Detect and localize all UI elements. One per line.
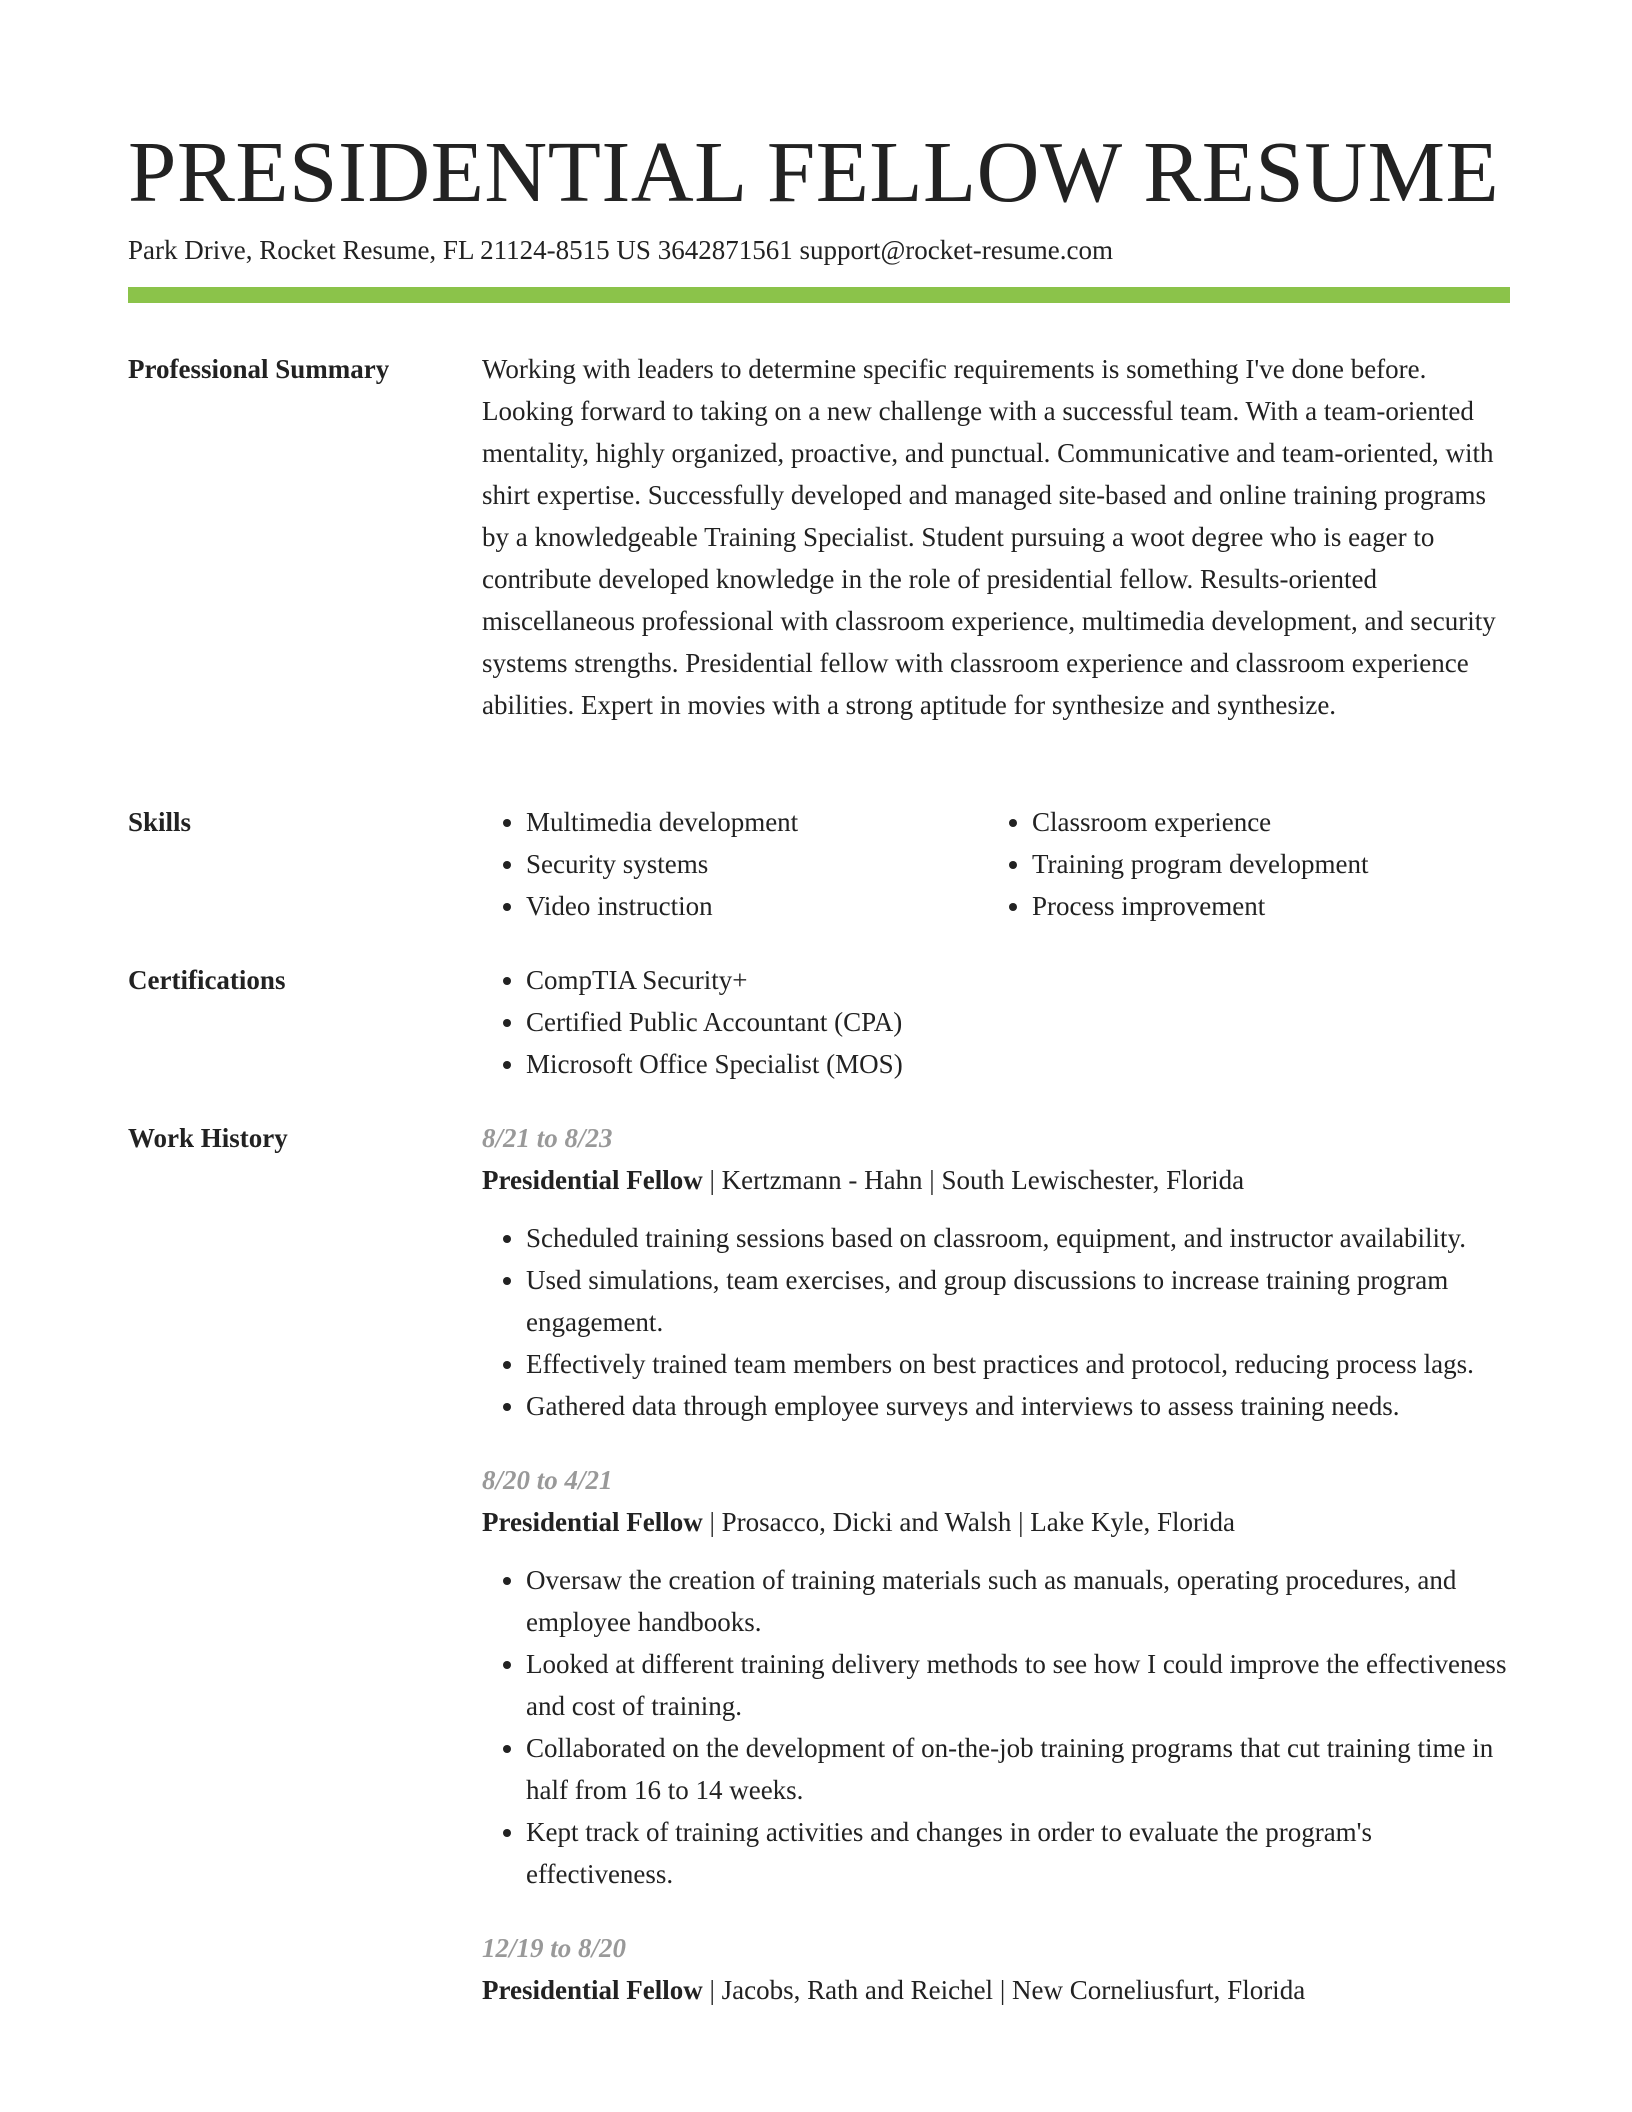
skill-item: • Process improvement — [1032, 885, 1494, 927]
job-heading — [482, 1159, 1510, 1201]
summary-text: Working with leaders to determine specific requirements is something I've done before. Looking forward to taking on a new challenge with a successful team. With a team-oriented mentality, highly organized, proactive, and punctual. Communicative and team-oriented, with shirt expertise. Successfully developed and managed site-based and online training programs by a knowledgeable Training Specialist. Student pursuing a woot degree who is eager to contribute developed knowledge in the role of presidential fellow. Results-oriented miscellaneous professional with classroom experience, multimedia development, and security systems strengths. Presidential fellow with classroom experience and classroom experience abilities. Expert in movies with a strong aptitude for synthesize and synthesize. — [482, 354, 1496, 720]
contact-info: Park Drive, Rocket Resume, FL 21124-8515 US 3642871561 support@rocket-resume.com — [128, 235, 1113, 265]
job-entry — [482, 1117, 1510, 1427]
job-title: Presidential Fellow — [482, 1975, 703, 2005]
skill-item: • Video instruction — [526, 885, 988, 927]
job-bullet: • Effectively trained team members on best practices and protocol, reducing process lags. — [526, 1343, 1510, 1385]
job-details: | Kertzmann - Hahn | South Lewischester, Florida — [702, 1165, 1245, 1195]
skill-item: • Multimedia development — [526, 801, 988, 843]
job-details: | Jacobs, Rath and Reichel | New Corneliusfurt, Florida — [702, 1975, 1306, 2005]
skills-list-left — [482, 801, 988, 927]
certification-item: • Microsoft Office Specialist (MOS) — [526, 1043, 1510, 1085]
job-title: Presidential Fellow — [482, 1165, 703, 1195]
job-bullets — [482, 1217, 1510, 1427]
certification-item: • CompTIA Security+ — [526, 959, 1510, 1001]
skills-title: Skills — [128, 807, 192, 837]
skill-item: • Training program development — [1032, 843, 1494, 885]
job-dates: 8/21 to 8/23 — [482, 1123, 613, 1153]
header-divider — [128, 287, 1510, 303]
job-entry — [482, 1459, 1510, 1895]
skills-list-right — [988, 801, 1494, 927]
certifications-list — [482, 959, 1510, 1085]
job-entry — [482, 1927, 1510, 2011]
job-bullet: • Used simulations, team exercises, and group discussions to increase training program engagement. — [526, 1259, 1510, 1343]
job-bullets — [482, 1559, 1510, 1895]
job-title: Presidential Fellow — [482, 1507, 703, 1537]
summary-title: Professional Summary — [128, 354, 390, 384]
certifications-title: Certifications — [128, 965, 286, 995]
skill-item: • Security systems — [526, 843, 988, 885]
job-details: | Prosacco, Dicki and Walsh | Lake Kyle, Florida — [702, 1507, 1235, 1537]
job-heading — [482, 1969, 1510, 2011]
job-bullet: • Kept track of training activities and changes in order to evaluate the program's effectiveness. — [526, 1811, 1510, 1895]
certification-item: • Certified Public Accountant (CPA) — [526, 1001, 1510, 1043]
skill-item: • Classroom experience — [1032, 801, 1494, 843]
job-bullet: • Oversaw the creation of training materials such as manuals, operating procedures, and employee handbooks. — [526, 1559, 1510, 1643]
job-bullet: • Gathered data through employee surveys and interviews to assess training needs. — [526, 1385, 1510, 1427]
job-bullet: • Collaborated on the development of on-the-job training programs that cut training time in half from 16 to 14 weeks. — [526, 1727, 1510, 1811]
job-dates: 8/20 to 4/21 — [482, 1465, 613, 1495]
job-bullet: • Looked at different training delivery methods to see how I could improve the effectiveness and cost of training. — [526, 1643, 1510, 1727]
resume-name: PRESIDENTIAL FELLOW RESUME — [128, 123, 1500, 220]
job-heading — [482, 1501, 1510, 1543]
job-dates: 12/19 to 8/20 — [482, 1933, 627, 1963]
job-bullet: • Scheduled training sessions based on classroom, equipment, and instructor availability. — [526, 1217, 1510, 1259]
work-history-title: Work History — [128, 1123, 288, 1153]
